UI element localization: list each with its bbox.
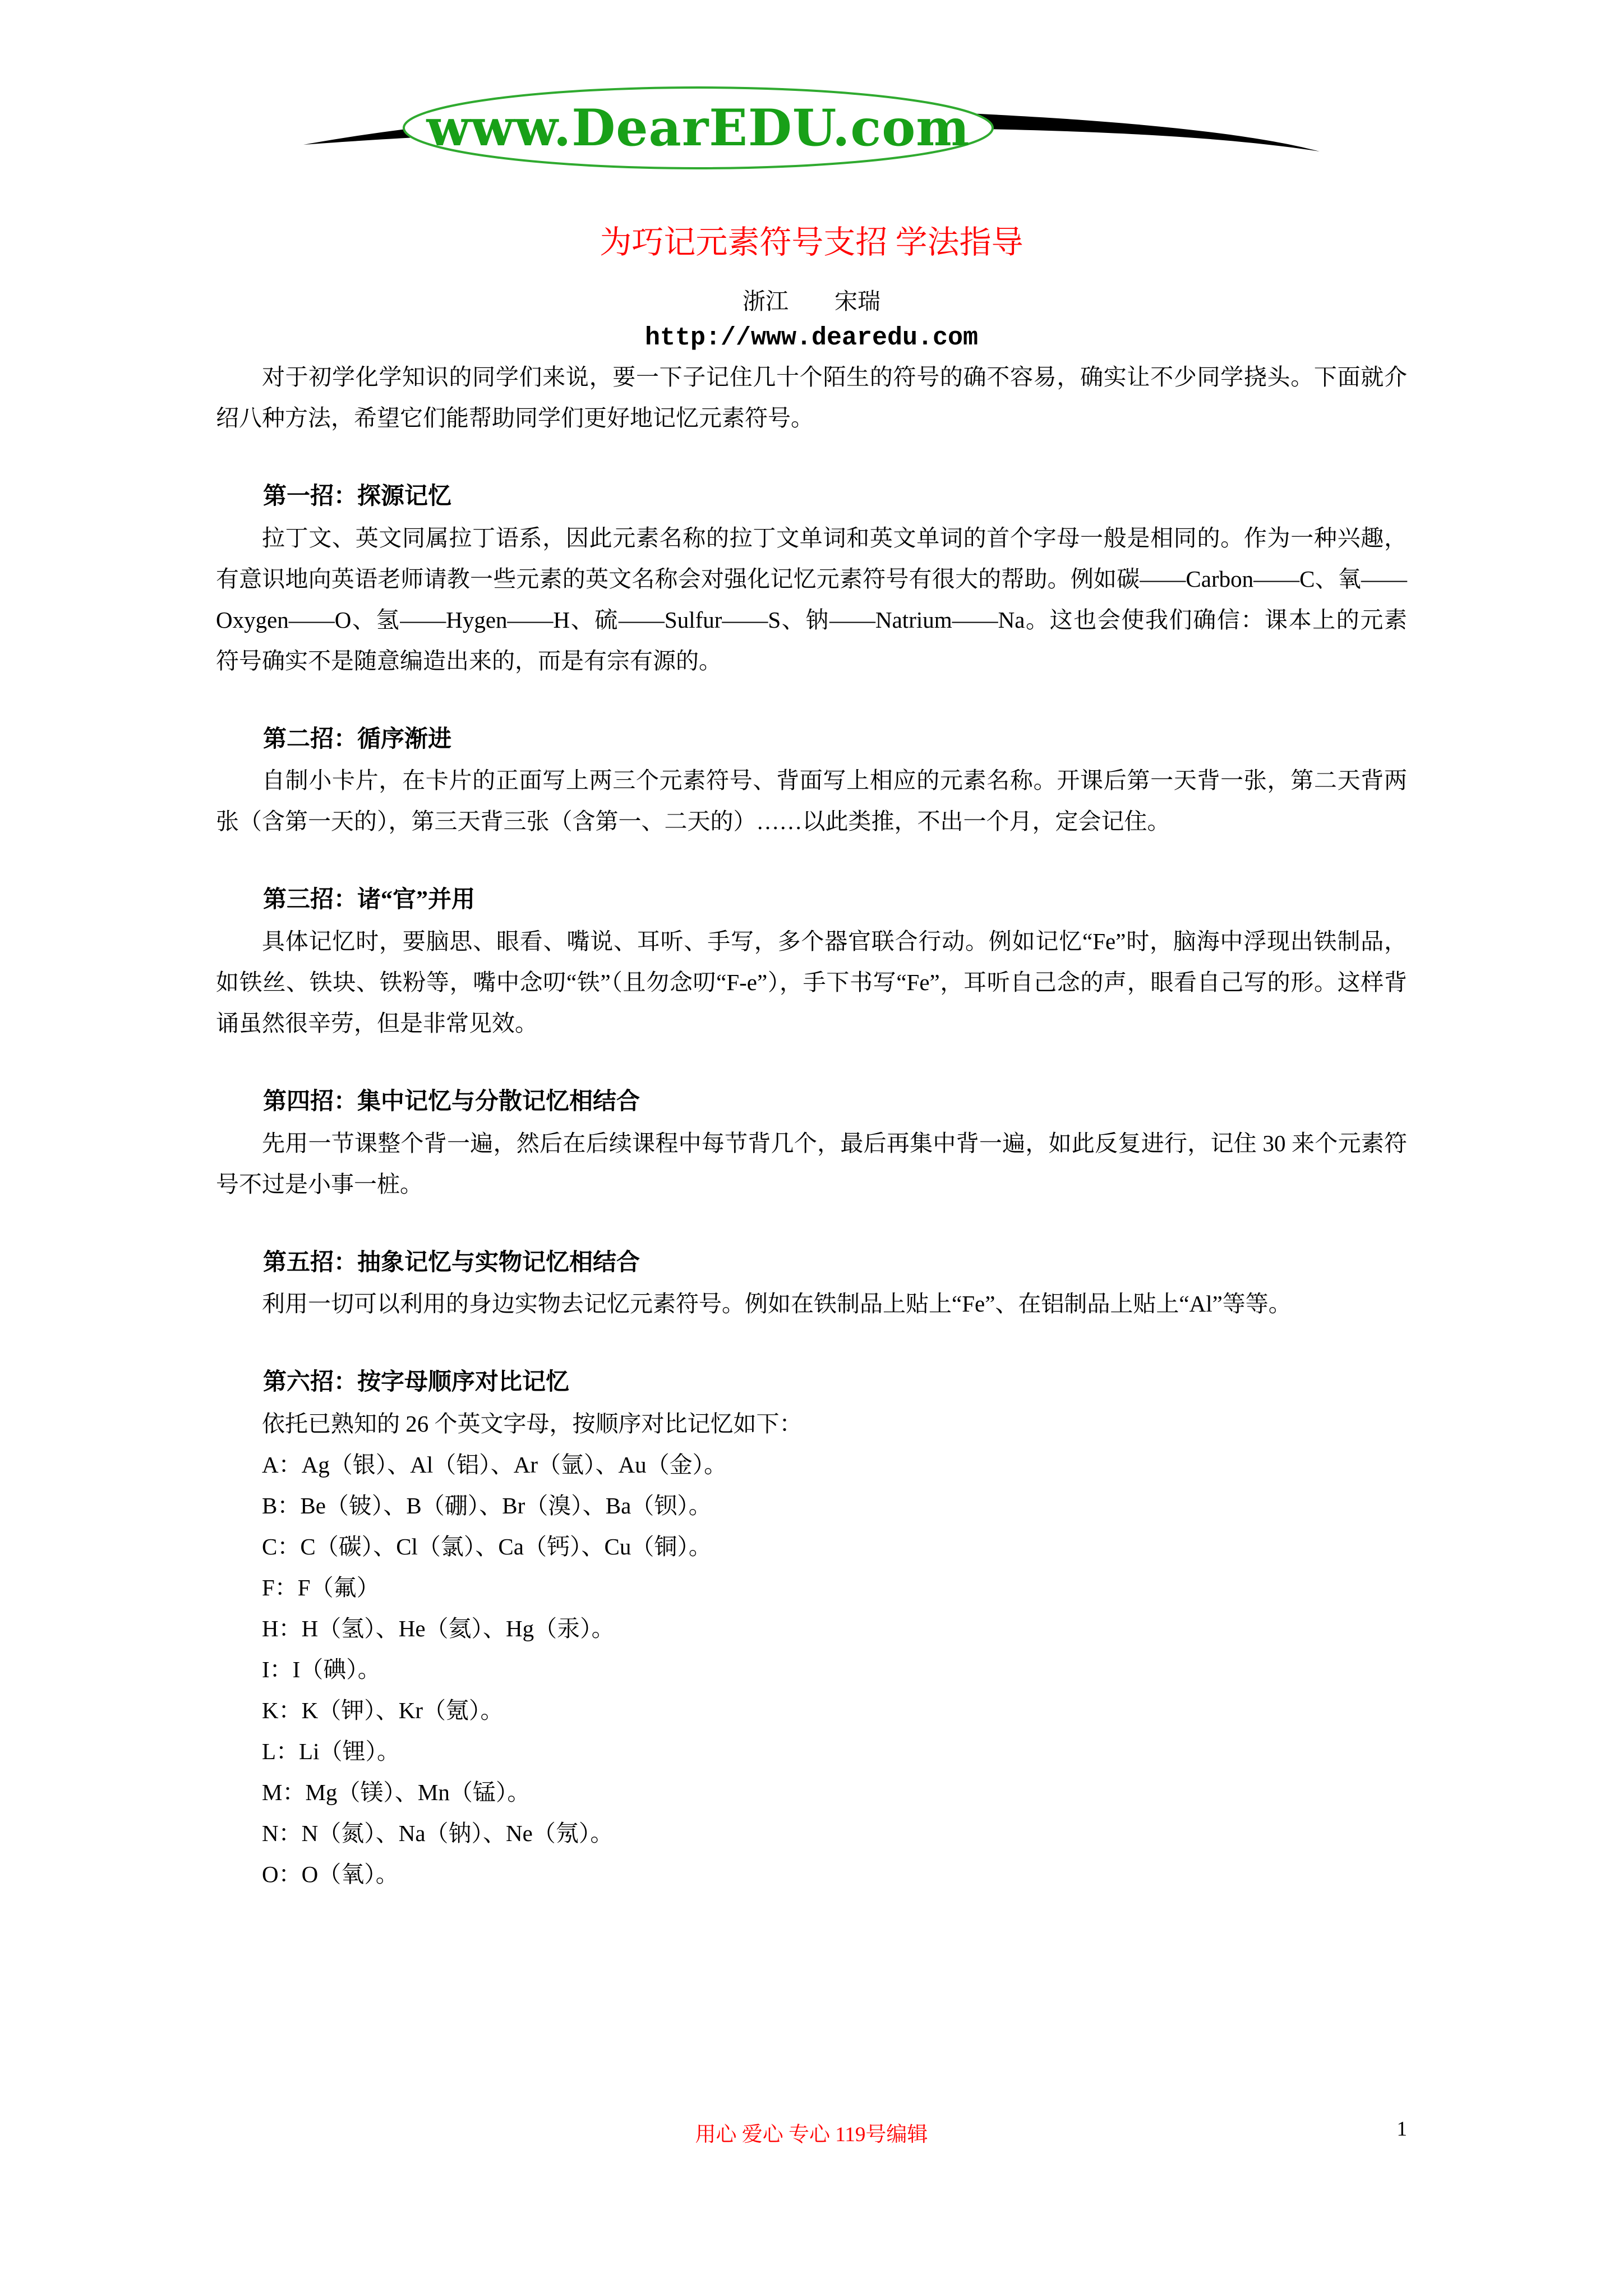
section-heading-1: 第一招：探源记忆 (263, 483, 452, 509)
section-heading-4: 第四招：集中记忆与分散记忆相结合 (263, 1088, 640, 1115)
section-heading-6: 第六招：按字母顺序对比记忆 (263, 1369, 570, 1396)
dearedu-logo (300, 79, 1323, 177)
section-body-6: 依托已熟知的 26 个英文字母，按顺序对比记忆如下： (262, 1411, 803, 1437)
site-url: http://www.dearedu.com (644, 324, 979, 352)
element-list-item-n: N：N（氮）、Na（钠）、Ne（氖）。 (262, 1820, 614, 1846)
element-list-item-c: C：C（碳）、Cl（氯）、Ca（钙）、Cu（铜）。 (262, 1533, 712, 1559)
element-list-item-l: L：Li（锂）。 (262, 1738, 400, 1764)
element-list-item-b: B：Be（铍）、B（硼）、Br（溴）、Ba（钡）。 (262, 1493, 712, 1519)
element-list-item-a: A：Ag（银）、Al（铝）、Ar（氩）、Au（金）。 (262, 1452, 727, 1478)
section-body-2: 自制小卡片，在卡片的正面写上两三个元素符号、背面写上相应的元素名称。开课后第一天背一张，第二天背两张（含第一天的），第三天背三张（含第一、二天的）……以此类推，不出一个月，定会记住。 (216, 767, 1407, 835)
element-list-item-m: M：Mg（镁）、Mn（锰）。 (262, 1779, 531, 1805)
page-footer (216, 2117, 1407, 2147)
section-heading-3: 第三招：诸“官”并用 (263, 887, 476, 913)
logo-text: www.DearEDU.com (426, 98, 970, 158)
element-list-item-o: O：O（氧）。 (262, 1861, 399, 1887)
section-body-5: 利用一切可以利用的身边实物去记忆元素符号。例如在铁制品上贴上“Fe”、在铝制品上贴上“Al”等等。 (262, 1291, 1292, 1317)
section-body-4: 先用一节课整个背一遍，然后在后续课程中每节背几个，最后再集中背一遍，如此反复进行，记住 30 来个元素符号不过是小事一桩。 (216, 1130, 1407, 1197)
page-number: 1 (1396, 2118, 1407, 2141)
byline: 浙江 宋瑞 (743, 288, 880, 314)
section-body-1: 拉丁文、英文同属拉丁语系，因此元素名称的拉丁文单词和英文单词的首个字母一般是相同的。作为一种兴趣，有意识地向英语老师请教一些元素的英文名称会对强化记忆元素符号有很大的帮助。例如碳——Carbon——C、氧——Oxygen——O、氢——Hygen——H、硫——Sulfur——S、钠——Natrium——Na。这也会使我们确信：课本上的元素符号确实不是随意编造出来的，而是有宗有源的。 (216, 524, 1407, 674)
section-body-3: 具体记忆时，要脑思、眼看、嘴说、耳听、手写，多个器官联合行动。例如记忆“Fe”时，脑海中浮现出铁制品，如铁丝、铁块、铁粉等，嘴中念叨“铁”（且勿念叨“F-e”），手下书写“Fe”，耳听自己念的声，眼看自己写的形。这样背诵虽然很辛劳，但是非常见效。 (216, 928, 1407, 1036)
element-list (216, 1444, 1407, 1895)
element-list-item-i: I：I（碘）。 (262, 1656, 381, 1682)
element-list-item-k: K：K（钾）、Kr（氪）。 (262, 1697, 504, 1723)
section-heading-5: 第五招：抽象记忆与实物记忆相结合 (263, 1249, 640, 1276)
element-list-item-h: H：H（氢）、He（氦）、Hg（汞）。 (262, 1615, 615, 1641)
document-body (216, 357, 1407, 1895)
section-heading-2: 第二招：循序渐进 (263, 726, 452, 752)
page-title: 为巧记元素符号支招 学法指导 (600, 225, 1023, 260)
footer-editor-note: 用心 爱心 专心 119号编辑 (695, 2123, 928, 2146)
element-list-item-f: F：F（氟） (262, 1574, 380, 1600)
intro-paragraph: 对于初学化学知识的同学们来说，要一下子记住几十个陌生的符号的确不容易，确实让不少同学挠头。下面就介绍八种方法，希望它们能帮助同学们更好地记忆元素符号。 (216, 364, 1407, 431)
